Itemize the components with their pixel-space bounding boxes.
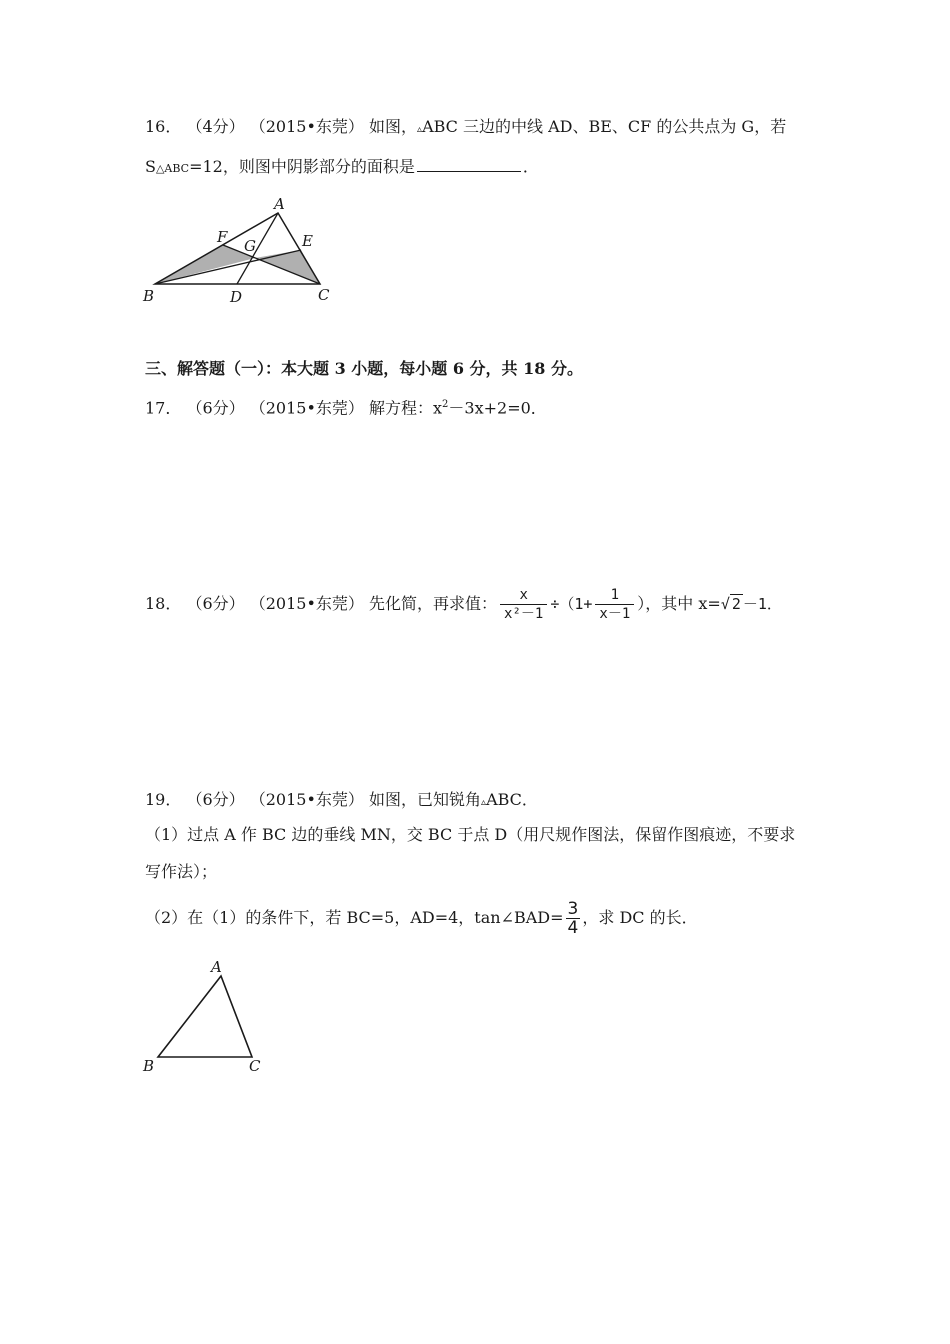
- q19-text-a: 如图，已知锐角: [369, 790, 482, 809]
- q19-part1-line1: （1）过点 A 作 BC 边的垂线 MN，交 BC 于点 D（用尺规作图法，保留作图痕迹，不要求: [145, 825, 796, 844]
- q17-number: 17．: [145, 398, 182, 418]
- fraction1-numerator: x: [519, 587, 528, 603]
- q17-exponent: 2: [442, 399, 449, 410]
- q19-part1-line2: 写作法）；: [145, 862, 218, 881]
- fraction2-denominator: x－1: [595, 604, 634, 623]
- q17-text-b: －3x+2=0．: [448, 398, 547, 418]
- q19-score: （6分）: [186, 790, 245, 809]
- q18-number: 18．: [145, 594, 182, 613]
- fraction1-denominator: x²－1: [500, 604, 547, 623]
- q16-text-a: 如图，: [369, 117, 418, 136]
- label-d: D: [230, 288, 243, 306]
- q16-score: （4分）: [186, 117, 245, 136]
- q16-number: 16．: [145, 117, 182, 136]
- label-f: F: [217, 228, 228, 246]
- q19-line1: [145, 789, 538, 814]
- q16-triangle-figure: [138, 190, 338, 310]
- q18-text: 先化简，再求值：: [369, 594, 498, 613]
- q19-source: （2015•东莞）: [249, 790, 364, 809]
- q16-source: （2015•东莞）: [249, 117, 364, 136]
- q19-part2-text-b: ，求 DC 的长．: [582, 908, 698, 927]
- fraction-1-over-x-1: [595, 586, 634, 623]
- q18-source: （2015•东莞）: [249, 594, 364, 613]
- label-a: A: [211, 958, 222, 976]
- q19-triangle-figure: [138, 955, 278, 1080]
- q19-text-b: ABC．: [486, 790, 538, 809]
- q18-close: ），其中 x=: [637, 594, 721, 613]
- sqrt-value: 2: [731, 595, 741, 613]
- q19-part2-text-a: （2）在（1）的条件下，若 BC=5，AD=4，tan∠BAD=: [145, 908, 564, 927]
- q19-part2-line: [145, 898, 698, 938]
- label-b: B: [143, 287, 155, 305]
- label-g: G: [244, 237, 256, 255]
- fraction-numerator: 3: [567, 899, 579, 919]
- triangle-abc: [158, 976, 252, 1057]
- q18-line: [145, 584, 782, 624]
- answer-blank[interactable]: [417, 156, 521, 172]
- section-heading: 三、解答题（一）：本大题 3 小题，每小题 6 分，共 18 分。: [145, 359, 583, 378]
- q16-line2: [145, 156, 539, 180]
- label-a: A: [274, 195, 285, 213]
- q16-line1: [145, 116, 786, 141]
- q18-tail: －1．: [742, 595, 782, 613]
- q18-divide: ÷（1+: [550, 595, 593, 613]
- label-c: C: [249, 1057, 261, 1075]
- label-b: B: [143, 1057, 155, 1075]
- q18-score: （6分）: [186, 594, 245, 613]
- fraction2-numerator: 1: [610, 587, 620, 603]
- label-e: E: [302, 232, 313, 250]
- fraction-x-over-x2-1: [500, 586, 547, 623]
- q16-area-text: =12，则图中阴影部分的面积是: [189, 157, 415, 176]
- area-subscript: △ABC: [155, 162, 190, 175]
- fraction-denominator: 4: [567, 918, 579, 938]
- triangle-symbol: ▵: [481, 797, 487, 808]
- q17-line: [145, 394, 547, 419]
- q19-number: 19．: [145, 790, 182, 809]
- q16-text-b: ABC 三边的中线 AD、BE、CF 的公共点为 G，若: [422, 117, 787, 136]
- area-symbol: S: [145, 157, 156, 176]
- q16-end: ．: [522, 157, 539, 176]
- q17-text: 解方程：x: [369, 398, 443, 418]
- triangle-symbol: ▵: [417, 124, 423, 135]
- fraction-three-quarters: [566, 900, 581, 937]
- sqrt-symbol: √: [720, 595, 730, 613]
- label-c: C: [318, 286, 330, 304]
- q17-source: （2015•东莞）: [249, 398, 364, 418]
- q17-score: （6分）: [186, 398, 245, 418]
